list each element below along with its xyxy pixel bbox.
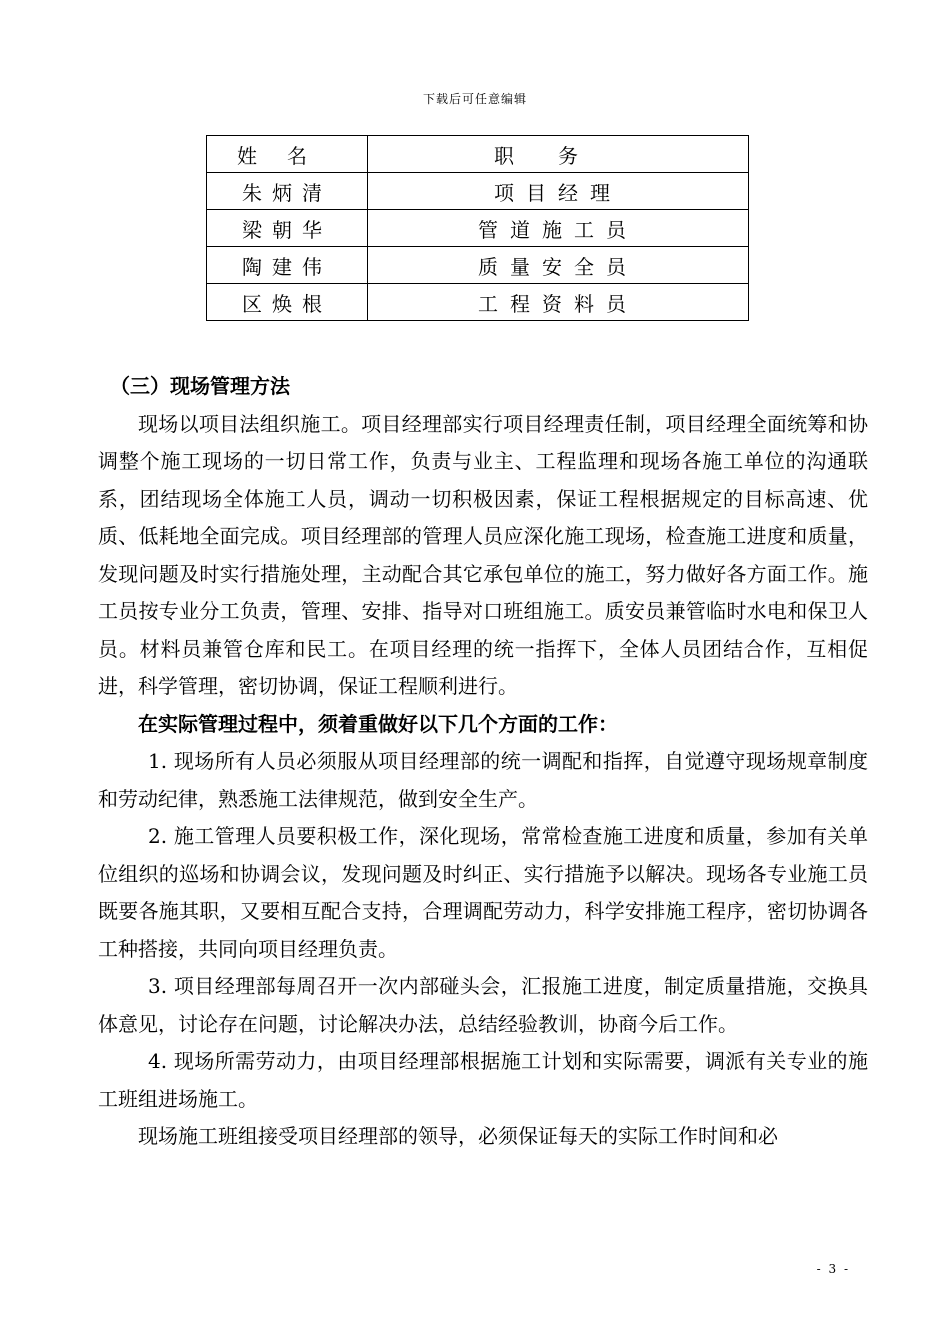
cell-name: 陶建伟 xyxy=(207,247,368,284)
cell-name: 区焕根 xyxy=(207,284,368,321)
section-title: （三）现场管理方法 xyxy=(110,374,290,398)
cell-role: 项目经理 xyxy=(368,173,749,210)
document-body xyxy=(98,368,868,1156)
cell-name: 梁朝华 xyxy=(207,210,368,247)
table-row xyxy=(207,247,749,284)
table-row xyxy=(207,284,749,321)
table-row xyxy=(207,173,749,210)
list-item: 1. 现场所有人员必须服从项目经理部的统一调配和指挥，自觉遵守现场规章制度和劳动纪律，熟悉施工法律规范，做到安全生产。 xyxy=(98,749,868,811)
page-number: - 3 - xyxy=(816,1262,850,1276)
header-note: 下载后可任意编辑 xyxy=(422,92,527,106)
list-item: 3. 项目经理部每周召开一次内部碰头会，汇报施工进度，制定质量措施，交换具体意见，讨论存在问题，讨论解决办法，总结经验教训，协商今后工作。 xyxy=(98,974,868,1036)
header-name: 姓名 xyxy=(207,136,368,173)
paragraph: 现场以项目法组织施工。项目经理部实行项目经理责任制，项目经理全面统筹和协调整个施工现场的一切日常工作，负责与业主、工程监理和现场各施工单位的沟通联系，团结现场全体施工人员，调动一切积极因素，保证工程根据规定的目标高速、优质、低耗地全面完成。项目经理部的管理人员应深化施工现场，检查施工进度和质量，发现问题及时实行措施处理，主动配合其它承包单位的施工，努力做好各方面工作。施工员按专业分工负责，管理、安排、指导对口班组施工。质安员兼管临时水电和保卫人员。材料员兼管仓库和民工。在项目经理的统一指挥下，全体人员团结合作，互相促进，科学管理，密切协调，保证工程顺利进行。 xyxy=(98,411,868,698)
table-row xyxy=(207,210,749,247)
paragraph: 现场施工班组接受项目经理部的领导，必须保证每天的实际工作时间和必 xyxy=(138,1124,778,1148)
cell-role: 管道施工员 xyxy=(368,210,749,247)
cell-name: 朱炳清 xyxy=(207,173,368,210)
header-role: 职务 xyxy=(368,136,749,173)
list-item: 4. 现场所需劳动力，由项目经理部根据施工计划和实际需要，调派有关专业的施工班组进场施工。 xyxy=(98,1049,868,1111)
cell-role: 工程资料员 xyxy=(368,284,749,321)
table-header-row xyxy=(207,136,749,173)
bold-lead-sentence: 在实际管理过程中，须着重做好以下几个方面的工作： xyxy=(138,711,618,736)
staff-table xyxy=(206,135,749,321)
cell-role: 质量安全员 xyxy=(368,247,749,284)
list-item: 2. 施工管理人员要积极工作，深化现场，常常检查施工进度和质量，参加有关单位组织的巡场和协调会议，发现问题及时纠正、实行措施予以解决。现场各专业施工员既要各施其职，又要相互配合支持，合理调配劳动力，科学安排施工程序，密切协调各工种搭接，共同向项目经理负责。 xyxy=(98,824,868,961)
